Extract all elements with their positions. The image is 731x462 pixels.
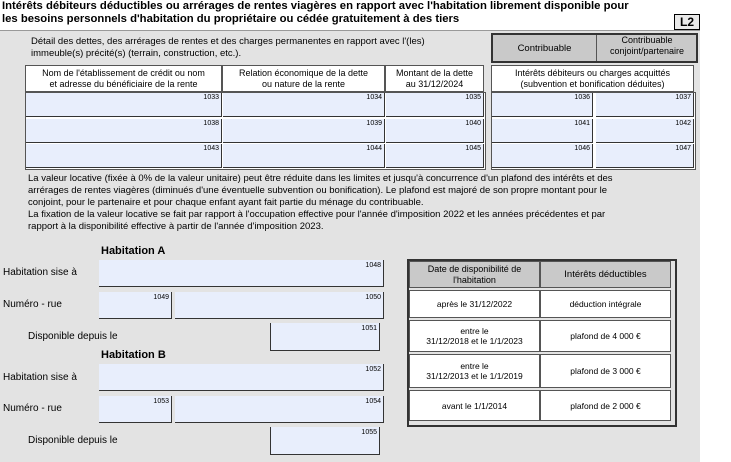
deduction-date-text: 31/12/2013 et le 1/1/2019: [426, 371, 523, 381]
field-code: 1034: [366, 94, 382, 101]
col-creditor-header: [25, 65, 222, 92]
deduction-date-text: après le 31/12/2022: [436, 299, 513, 309]
creditor-input-2[interactable]: [26, 119, 222, 143]
interest-taxpayer-input-3[interactable]: [492, 144, 593, 168]
habitation-b-available-label: Disponible depuis le: [28, 435, 118, 446]
notes-line: La fixation de la valeur locative se fait par rapport à l'occupation effective pour l'année d'imposition 2022 et les années précédentes et par: [28, 209, 606, 220]
interest-taxpayer-input-1[interactable]: [492, 93, 593, 117]
deduction-date-cell: [409, 354, 540, 388]
deduction-amount-cell: plafond de 4 000 €: [540, 320, 671, 352]
field-code: 1039: [366, 120, 382, 127]
field-code: 1055: [361, 429, 377, 436]
relation-input-1[interactable]: [223, 93, 385, 117]
col-amount-line2: au 31/12/2024: [405, 79, 464, 89]
habitation-b-available-input[interactable]: [270, 427, 380, 455]
notes-line: arrérages de rentes viagères (diminués d'une éventuelle subvention ou bonification). Le plafond est majoré de son propre montant pour le: [28, 185, 608, 196]
deduction-header-date-line1: Date de disponibilité de: [427, 263, 522, 274]
deduction-header-date: [409, 261, 540, 288]
deduction-amount-cell: déduction intégrale: [540, 290, 671, 318]
habitation-b-address-label: Habitation sise à: [3, 372, 77, 383]
taxpayer-label: Contribuable: [517, 42, 572, 54]
interest-spouse-input-1[interactable]: [596, 93, 694, 117]
field-code: 1033: [203, 94, 219, 101]
deduction-header-date-line2: l'habitation: [453, 274, 496, 285]
field-code: 1035: [465, 94, 481, 101]
deduction-amount-cell: plafond de 3 000 €: [540, 354, 671, 388]
field-code: 1043: [203, 145, 219, 152]
col-relation-header: [222, 65, 385, 92]
habitation-b-number-label: Numéro - rue: [3, 403, 62, 414]
creditor-input-3[interactable]: [26, 144, 222, 168]
col-creditor-line2: et adresse du bénéficiaire de la rente: [49, 79, 198, 89]
relation-input-3[interactable]: [223, 144, 385, 168]
intro-line1: Détail des dettes, des arrérages de rentes et des charges permanentes en rapport avec l'(les): [31, 36, 425, 47]
amount-input-1[interactable]: [386, 93, 484, 117]
spouse-label: [596, 35, 697, 61]
habitation-a-address-label: Habitation sise à: [3, 267, 77, 278]
col-interest-line2: (subvention et bonification déduites): [520, 79, 665, 89]
field-code: 1052: [365, 366, 381, 373]
habitation-b-number-input[interactable]: [99, 396, 172, 423]
deduction-date-text: 31/12/2018 et le 1/1/2023: [426, 336, 523, 346]
deduction-amount-cell: plafond de 2 000 €: [540, 390, 671, 421]
field-code: 1054: [365, 398, 381, 405]
spouse-label-line2: conjoint/partenaire: [609, 46, 685, 56]
field-code: 1036: [574, 94, 590, 101]
intro-text: [31, 36, 481, 60]
col-creditor-line1: Nom de l'établissement de crédit ou nom: [42, 68, 205, 78]
habitation-a-number-label: Numéro - rue: [3, 299, 62, 310]
col-interest-header: [491, 65, 694, 92]
notes-line: rapport à la disponibilité effective à partir de l'année d'imposition 2023.: [28, 221, 324, 232]
habitation-a-title: Habitation A: [101, 245, 166, 257]
deduction-date-text: entre le: [460, 326, 489, 336]
deduction-date-cell: [409, 390, 540, 421]
deduction-date-text: entre le: [460, 361, 489, 371]
intro-line2: immeuble(s) précité(s) (terrain, construction, etc.).: [31, 48, 242, 59]
interest-spouse-input-2[interactable]: [596, 119, 694, 143]
deduction-date-cell: [409, 290, 540, 318]
header-title-line1: Intérêts débiteurs déductibles ou arrérages de rentes viagères en rapport avec l'habitation librement disponible pour: [2, 0, 629, 12]
field-code: 1051: [361, 325, 377, 332]
deduction-date-cell: [409, 320, 540, 352]
field-code: 1046: [574, 145, 590, 152]
interest-taxpayer-input-2[interactable]: [492, 119, 593, 143]
col-relation-line2: ou nature de la rente: [261, 79, 346, 89]
field-code: 1049: [153, 294, 169, 301]
relation-input-2[interactable]: [223, 119, 385, 143]
col-amount-line1: Montant de la dette: [395, 68, 474, 78]
deduction-header-amount: Intérêts déductibles: [540, 261, 671, 288]
habitation-a-address-input[interactable]: [99, 260, 384, 287]
field-code: 1038: [203, 120, 219, 127]
spouse-label-line1: Contribuable: [621, 35, 673, 45]
col-interest-line1: Intérêts débiteurs ou charges acquittés: [514, 68, 671, 78]
amount-input-3[interactable]: [386, 144, 484, 168]
col-amount-header: [385, 65, 484, 92]
habitation-b-address-input[interactable]: [99, 364, 384, 391]
section-code: L2: [674, 14, 700, 30]
field-code: 1047: [675, 145, 691, 152]
creditor-input-1[interactable]: [26, 93, 222, 117]
habitation-a-street-input[interactable]: [175, 292, 384, 319]
col-relation-line1: Relation économique de la dette: [238, 68, 369, 78]
habitation-a-number-input[interactable]: [99, 292, 172, 319]
field-code: 1037: [675, 94, 691, 101]
habitation-a-available-input[interactable]: [270, 323, 380, 351]
deduction-date-text: avant le 1/1/2014: [441, 400, 508, 411]
field-code: 1050: [365, 294, 381, 301]
habitation-a-available-label: Disponible depuis le: [28, 331, 118, 342]
field-code: 1041: [574, 120, 590, 127]
habitation-b-street-input[interactable]: [175, 396, 384, 423]
header-title-line2: les besoins personnels d'habitation du propriétaire ou cédée gratuitement à des tiers: [2, 13, 460, 25]
amount-input-2[interactable]: [386, 119, 484, 143]
field-code: 1048: [365, 262, 381, 269]
field-code: 1040: [465, 120, 481, 127]
field-code: 1044: [366, 145, 382, 152]
field-code: 1053: [153, 398, 169, 405]
notes-line: conjoint, pour le partenaire et pour chaque enfant ayant fait partie du ménage du contribuable.: [28, 197, 424, 208]
notes-line: La valeur locative (fixée à 0% de la valeur unitaire) peut être réduite dans les limites et jusqu'à concurrence d'un plafond des intérêts et des: [28, 173, 613, 184]
taxpayer-header: [491, 33, 698, 63]
habitation-b-title: Habitation B: [101, 349, 166, 361]
field-code: 1045: [465, 145, 481, 152]
interest-spouse-input-3[interactable]: [596, 144, 694, 168]
field-code: 1042: [675, 120, 691, 127]
notes-text: [28, 173, 695, 233]
